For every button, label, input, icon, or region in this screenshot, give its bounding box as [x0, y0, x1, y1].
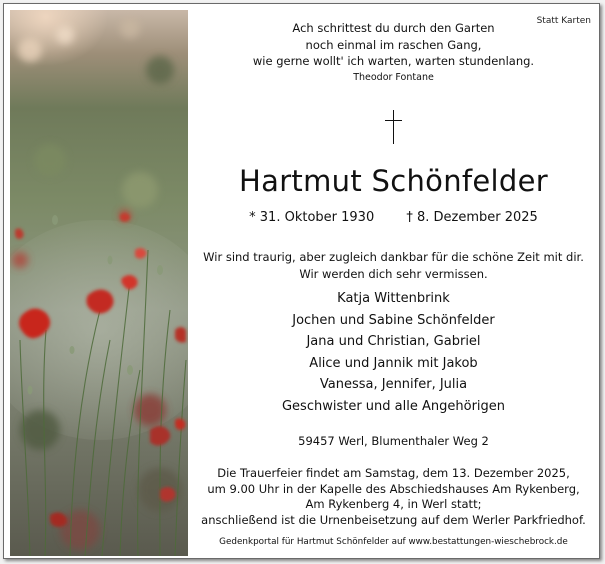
memorial-portal-link[interactable]: Gedenkportal für Hartmut Schönfelder auf www.bestattungen-wieschebrock.de — [219, 537, 568, 547]
service-line: Am Rykenberg 4, in Werl statt; — [305, 497, 482, 511]
family-member: Vanessa, Jennifer, Julia — [319, 377, 468, 392]
message-line: Wir werden dich sehr vermissen. — [299, 267, 488, 281]
notice-text-area — [188, 4, 599, 558]
poem-line: Ach schrittest du durch den Garten — [292, 21, 495, 35]
poem-author: Theodor Fontane — [353, 71, 434, 83]
family-member: Katja Wittenbrink — [337, 291, 450, 306]
family-member: Jochen und Sabine Schönfelder — [292, 312, 495, 328]
poem-line: noch einmal im raschen Gang, — [305, 37, 482, 52]
service-line: um 9.00 Uhr in der Kapelle des Abschiedshauses Am Rykenberg, — [207, 481, 580, 496]
poem — [188, 20, 599, 85]
death-date: † 8. Dezember 2025 — [406, 210, 538, 225]
birth-date: * 31. Oktober 1930 — [249, 210, 375, 225]
life-dates — [188, 210, 599, 225]
statt-karten-label: Statt Karten — [536, 16, 591, 26]
message-line: Wir sind traurig, aber zugleich dankbar für die schöne Zeit mit dir. — [203, 250, 584, 264]
family-address: 59457 Werl, Blumenthaler Weg 2 — [298, 434, 489, 448]
poppy-meadow-image — [10, 10, 188, 556]
family-member: Jana und Christian, Gabriel — [306, 334, 481, 349]
service-line: Die Trauerfeier findet am Samstag, dem 13. Dezember 2025, — [217, 466, 570, 480]
family-list — [188, 288, 599, 417]
poem-line: wie gerne wollt' ich warten, warten stundenlang. — [252, 54, 535, 68]
family-member: Geschwister und alle Angehörigen — [281, 398, 506, 414]
funeral-service-details — [188, 466, 599, 528]
family-member: Alice und Jannik mit Jakob — [309, 355, 478, 371]
cross-icon — [393, 110, 394, 144]
deceased-name: Hartmut Schönfelder — [239, 164, 548, 198]
obituary-notice — [3, 3, 600, 559]
service-line: anschließend ist die Urnenbeisetzung auf dem Werler Parkfriedhof. — [201, 512, 586, 527]
mourning-message — [188, 249, 599, 283]
